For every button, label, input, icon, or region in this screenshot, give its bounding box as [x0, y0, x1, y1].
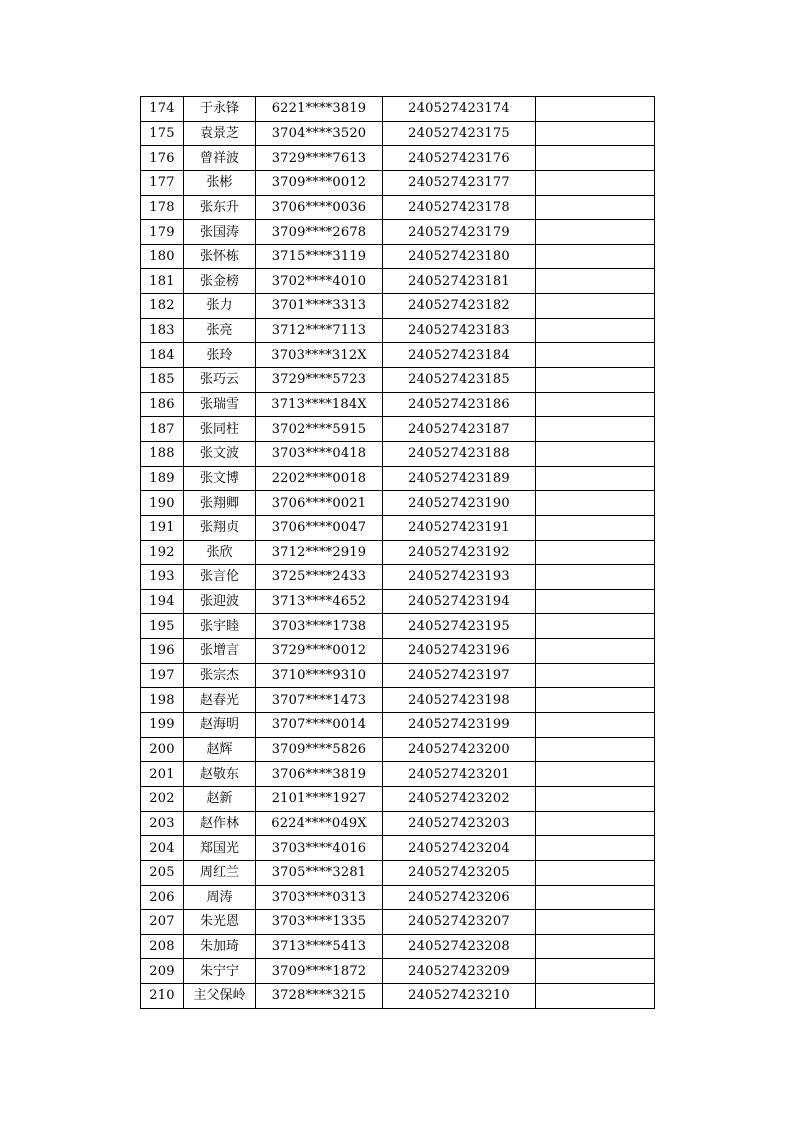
id-number-cell: 3709****0012 [256, 170, 383, 195]
note-cell [536, 294, 655, 319]
ticket-number-cell: 240527423189 [383, 466, 536, 491]
ticket-number-cell: 240527423186 [383, 392, 536, 417]
id-number-cell: 3703****4016 [256, 836, 383, 861]
name-cell: 赵敬东 [184, 762, 256, 787]
roster-table-body [141, 97, 655, 1009]
name-cell: 朱光恩 [184, 910, 256, 935]
ticket-number-cell: 240527423178 [383, 195, 536, 220]
row-number-cell: 188 [141, 441, 184, 466]
table-row [141, 515, 655, 540]
table-row [141, 441, 655, 466]
table-row [141, 269, 655, 294]
name-cell: 张玲 [184, 343, 256, 368]
name-cell: 赵作林 [184, 811, 256, 836]
row-number-cell: 194 [141, 589, 184, 614]
name-cell: 朱宁宁 [184, 959, 256, 984]
note-cell [536, 244, 655, 269]
ticket-number-cell: 240527423199 [383, 713, 536, 738]
table-row [141, 811, 655, 836]
ticket-number-cell: 240527423205 [383, 860, 536, 885]
ticket-number-cell: 240527423196 [383, 639, 536, 664]
row-number-cell: 206 [141, 885, 184, 910]
note-cell [536, 811, 655, 836]
note-cell [536, 836, 655, 861]
row-number-cell: 179 [141, 220, 184, 245]
name-cell: 张迎波 [184, 589, 256, 614]
table-row [141, 170, 655, 195]
note-cell [536, 565, 655, 590]
table-row [141, 417, 655, 442]
name-cell: 张欣 [184, 540, 256, 565]
row-number-cell: 184 [141, 343, 184, 368]
id-number-cell: 3715****3119 [256, 244, 383, 269]
note-cell [536, 368, 655, 393]
note-cell [536, 491, 655, 516]
ticket-number-cell: 240527423179 [383, 220, 536, 245]
table-row [141, 860, 655, 885]
table-row [141, 614, 655, 639]
row-number-cell: 198 [141, 688, 184, 713]
name-cell: 张同柱 [184, 417, 256, 442]
note-cell [536, 269, 655, 294]
ticket-number-cell: 240527423175 [383, 121, 536, 146]
ticket-number-cell: 240527423187 [383, 417, 536, 442]
row-number-cell: 204 [141, 836, 184, 861]
row-number-cell: 185 [141, 368, 184, 393]
ticket-number-cell: 240527423201 [383, 762, 536, 787]
id-number-cell: 2101****1927 [256, 786, 383, 811]
row-number-cell: 203 [141, 811, 184, 836]
note-cell [536, 984, 655, 1009]
note-cell [536, 589, 655, 614]
row-number-cell: 182 [141, 294, 184, 319]
id-number-cell: 3713****184X [256, 392, 383, 417]
row-number-cell: 197 [141, 663, 184, 688]
ticket-number-cell: 240527423197 [383, 663, 536, 688]
ticket-number-cell: 240527423177 [383, 170, 536, 195]
id-number-cell: 6221****3819 [256, 97, 383, 122]
ticket-number-cell: 240527423193 [383, 565, 536, 590]
id-number-cell: 3702****4010 [256, 269, 383, 294]
row-number-cell: 208 [141, 934, 184, 959]
row-number-cell: 175 [141, 121, 184, 146]
row-number-cell: 210 [141, 984, 184, 1009]
table-row [141, 220, 655, 245]
id-number-cell: 3703****0313 [256, 885, 383, 910]
ticket-number-cell: 240527423195 [383, 614, 536, 639]
name-cell: 张力 [184, 294, 256, 319]
note-cell [536, 885, 655, 910]
name-cell: 袁景芝 [184, 121, 256, 146]
name-cell: 张国涛 [184, 220, 256, 245]
note-cell [536, 121, 655, 146]
table-row [141, 146, 655, 171]
note-cell [536, 466, 655, 491]
note-cell [536, 910, 655, 935]
id-number-cell: 3705****3281 [256, 860, 383, 885]
name-cell: 张文博 [184, 466, 256, 491]
id-number-cell: 3707****1473 [256, 688, 383, 713]
row-number-cell: 202 [141, 786, 184, 811]
id-number-cell: 3729****0012 [256, 639, 383, 664]
row-number-cell: 183 [141, 318, 184, 343]
ticket-number-cell: 240527423182 [383, 294, 536, 319]
table-row [141, 713, 655, 738]
id-number-cell: 3706****0021 [256, 491, 383, 516]
name-cell: 张翔贞 [184, 515, 256, 540]
note-cell [536, 663, 655, 688]
note-cell [536, 195, 655, 220]
ticket-number-cell: 240527423184 [383, 343, 536, 368]
id-number-cell: 3710****9310 [256, 663, 383, 688]
id-number-cell: 3703****312X [256, 343, 383, 368]
ticket-number-cell: 240527423192 [383, 540, 536, 565]
id-number-cell: 3713****4652 [256, 589, 383, 614]
table-row [141, 97, 655, 122]
ticket-number-cell: 240527423208 [383, 934, 536, 959]
name-cell: 赵新 [184, 786, 256, 811]
row-number-cell: 209 [141, 959, 184, 984]
name-cell: 朱加琦 [184, 934, 256, 959]
table-row [141, 491, 655, 516]
id-number-cell: 3728****3215 [256, 984, 383, 1009]
ticket-number-cell: 240527423210 [383, 984, 536, 1009]
name-cell: 张东升 [184, 195, 256, 220]
name-cell: 赵海明 [184, 713, 256, 738]
name-cell: 张宗杰 [184, 663, 256, 688]
name-cell: 张亮 [184, 318, 256, 343]
id-number-cell: 3704****3520 [256, 121, 383, 146]
name-cell: 张瑞雪 [184, 392, 256, 417]
table-row [141, 589, 655, 614]
id-number-cell: 3706****0036 [256, 195, 383, 220]
ticket-number-cell: 240527423207 [383, 910, 536, 935]
table-row [141, 910, 655, 935]
id-number-cell: 3712****7113 [256, 318, 383, 343]
name-cell: 于永锋 [184, 97, 256, 122]
name-cell: 张文波 [184, 441, 256, 466]
row-number-cell: 186 [141, 392, 184, 417]
row-number-cell: 189 [141, 466, 184, 491]
id-number-cell: 3701****3313 [256, 294, 383, 319]
name-cell: 曾祥波 [184, 146, 256, 171]
ticket-number-cell: 240527423190 [383, 491, 536, 516]
name-cell: 赵春光 [184, 688, 256, 713]
row-number-cell: 174 [141, 97, 184, 122]
name-cell: 郑国光 [184, 836, 256, 861]
id-number-cell: 3709****2678 [256, 220, 383, 245]
id-number-cell: 3713****5413 [256, 934, 383, 959]
row-number-cell: 190 [141, 491, 184, 516]
note-cell [536, 860, 655, 885]
ticket-number-cell: 240527423183 [383, 318, 536, 343]
table-row [141, 836, 655, 861]
id-number-cell: 3729****5723 [256, 368, 383, 393]
name-cell: 张宇睦 [184, 614, 256, 639]
id-number-cell: 2202****0018 [256, 466, 383, 491]
note-cell [536, 343, 655, 368]
row-number-cell: 196 [141, 639, 184, 664]
table-row [141, 195, 655, 220]
table-row [141, 565, 655, 590]
row-number-cell: 178 [141, 195, 184, 220]
ticket-number-cell: 240527423209 [383, 959, 536, 984]
row-number-cell: 193 [141, 565, 184, 590]
name-cell: 张言伦 [184, 565, 256, 590]
ticket-number-cell: 240527423194 [383, 589, 536, 614]
note-cell [536, 540, 655, 565]
name-cell: 张巧云 [184, 368, 256, 393]
ticket-number-cell: 240527423198 [383, 688, 536, 713]
row-number-cell: 181 [141, 269, 184, 294]
id-number-cell: 6224****049X [256, 811, 383, 836]
note-cell [536, 146, 655, 171]
table-row [141, 318, 655, 343]
table-row [141, 392, 655, 417]
table-row [141, 466, 655, 491]
row-number-cell: 180 [141, 244, 184, 269]
row-number-cell: 177 [141, 170, 184, 195]
ticket-number-cell: 240527423185 [383, 368, 536, 393]
ticket-number-cell: 240527423200 [383, 737, 536, 762]
id-number-cell: 3729****7613 [256, 146, 383, 171]
id-number-cell: 3703****0418 [256, 441, 383, 466]
row-number-cell: 192 [141, 540, 184, 565]
row-number-cell: 176 [141, 146, 184, 171]
name-cell: 赵辉 [184, 737, 256, 762]
table-row [141, 294, 655, 319]
table-row [141, 368, 655, 393]
name-cell: 张增言 [184, 639, 256, 664]
table-row [141, 688, 655, 713]
id-number-cell: 3702****5915 [256, 417, 383, 442]
name-cell: 张翔卿 [184, 491, 256, 516]
ticket-number-cell: 240527423191 [383, 515, 536, 540]
row-number-cell: 191 [141, 515, 184, 540]
id-number-cell: 3703****1738 [256, 614, 383, 639]
ticket-number-cell: 240527423181 [383, 269, 536, 294]
table-row [141, 762, 655, 787]
table-row [141, 984, 655, 1009]
note-cell [536, 737, 655, 762]
name-cell: 主父保岭 [184, 984, 256, 1009]
table-row [141, 737, 655, 762]
note-cell [536, 220, 655, 245]
id-number-cell: 3707****0014 [256, 713, 383, 738]
ticket-number-cell: 240527423204 [383, 836, 536, 861]
table-row [141, 959, 655, 984]
table-row [141, 663, 655, 688]
note-cell [536, 515, 655, 540]
table-row [141, 244, 655, 269]
row-number-cell: 200 [141, 737, 184, 762]
row-number-cell: 201 [141, 762, 184, 787]
table-row [141, 343, 655, 368]
note-cell [536, 417, 655, 442]
note-cell [536, 934, 655, 959]
name-cell: 周红兰 [184, 860, 256, 885]
note-cell [536, 786, 655, 811]
id-number-cell: 3709****5826 [256, 737, 383, 762]
name-cell: 张彬 [184, 170, 256, 195]
note-cell [536, 713, 655, 738]
note-cell [536, 762, 655, 787]
note-cell [536, 170, 655, 195]
roster-table [140, 96, 655, 1009]
table-row [141, 540, 655, 565]
id-number-cell: 3706****0047 [256, 515, 383, 540]
ticket-number-cell: 240527423174 [383, 97, 536, 122]
ticket-number-cell: 240527423206 [383, 885, 536, 910]
ticket-number-cell: 240527423176 [383, 146, 536, 171]
note-cell [536, 688, 655, 713]
row-number-cell: 199 [141, 713, 184, 738]
note-cell [536, 318, 655, 343]
name-cell: 张金榜 [184, 269, 256, 294]
ticket-number-cell: 240527423203 [383, 811, 536, 836]
name-cell: 张怀栋 [184, 244, 256, 269]
ticket-number-cell: 240527423202 [383, 786, 536, 811]
row-number-cell: 207 [141, 910, 184, 935]
note-cell [536, 392, 655, 417]
table-row [141, 639, 655, 664]
table-row [141, 786, 655, 811]
name-cell: 周涛 [184, 885, 256, 910]
note-cell [536, 639, 655, 664]
id-number-cell: 3706****3819 [256, 762, 383, 787]
row-number-cell: 187 [141, 417, 184, 442]
note-cell [536, 614, 655, 639]
id-number-cell: 3703****1335 [256, 910, 383, 935]
table-row [141, 934, 655, 959]
row-number-cell: 205 [141, 860, 184, 885]
note-cell [536, 441, 655, 466]
ticket-number-cell: 240527423180 [383, 244, 536, 269]
row-number-cell: 195 [141, 614, 184, 639]
ticket-number-cell: 240527423188 [383, 441, 536, 466]
id-number-cell: 3712****2919 [256, 540, 383, 565]
id-number-cell: 3709****1872 [256, 959, 383, 984]
note-cell [536, 97, 655, 122]
note-cell [536, 959, 655, 984]
table-row [141, 885, 655, 910]
id-number-cell: 3725****2433 [256, 565, 383, 590]
table-row [141, 121, 655, 146]
